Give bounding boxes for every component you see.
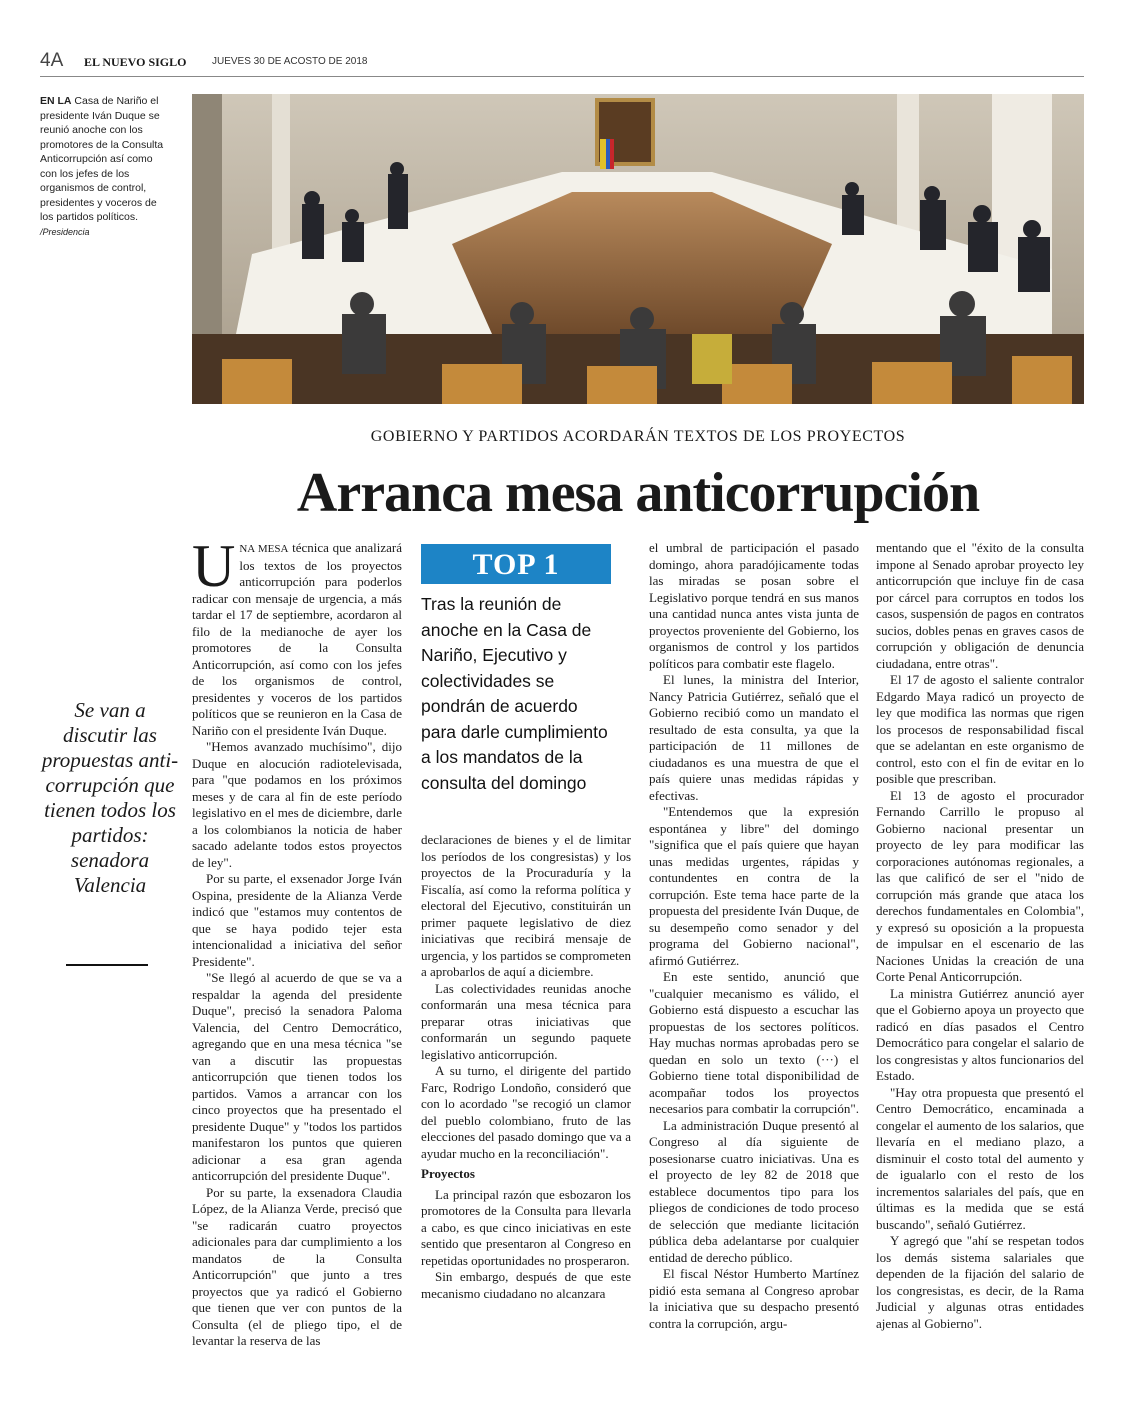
paragraph: "Se llegó al acuerdo de que se va a respaldar la agenda del presidente Duque", precisó la senadora Paloma Valencia, del Centro Democrático, agregando que en una mesa técnica "se van a discutir las propuestas anticorrupción que tienen todos los partidos. Vamos a arrancar con los cinco proyectos que ha presentado el presidente Duque" y "todos los partidos manifestaron los puntos que quieren adicionar a esa gran agenda anticorrupción del presidente Duque". bbox=[192, 970, 402, 1183]
paragraph: declaraciones de bienes y el de limitar los períodos de los congresistas) y los proyectos de la Procuraduría y la Fiscalía, así como la reforma política y electoral del Ejecutivo, constituirán un primer paquete legislativo de diez iniciativas que recibirá mensaje de urgencia, y los partidos se comprometen a aprobarlos de aquí a diciembre. bbox=[421, 832, 631, 979]
caption-lead: EN LA bbox=[40, 95, 72, 107]
paragraph: Sin embargo, después de que este mecanismo ciudadano no alcanzara bbox=[421, 1269, 631, 1301]
paragraph: A su turno, el dirigente del partido Farc, Rodrigo Londoño, consideró que con lo acordado "se recogió un clamor del pueblo colombiano, fruto de las elecciones del pasado domingo que va a ayudar mucho en la reconciliación". bbox=[421, 1063, 631, 1161]
paragraph: En este sentido, anunció que "cualquier mecanismo es válido, el Gobierno está dispuesto a escuchar las propuestas de los sectores políticos. Hay muchas normas aprobadas pero se quedan en solo un texto (···) el Gobierno tiene total disponibilidad de acompañar todos los proyectos necesarios para combatir la corrupción". bbox=[649, 969, 859, 1116]
paragraph: El 17 de agosto el saliente contralor Edgardo Maya radicó un proyecto de ley que modifica las normas que rigen los procesos de responsabilidad fiscal que se adelantan en este organismo de control, esto con el fin de evitar en lo posible que prescriban. bbox=[876, 672, 1084, 786]
article-column-2 bbox=[421, 832, 631, 1302]
paragraph: "Entendemos que la expresión espontánea y libre" del domingo "significa que el país quiere que hayan unas medidas urgentes, rápidas y contundentes en contra de la corrupción. Este tema hace parte de la propuesta del presidente Iván Duque, de su desempeño como senador y del programa del Gobierno nacional", afirmó Gutiérrez. bbox=[649, 804, 859, 968]
meeting-photo-illustration bbox=[192, 94, 1084, 404]
paragraph: Y agregó que "ahí se respetan todos los demás sistema salariales que dependen de la fijación del salario de los congresistas, es decir, de la Rama Judicial y algunas otras entidades ajenas al Gobierno". bbox=[876, 1233, 1084, 1331]
paragraph: UNA MESA técnica que analizará los textos de los proyectos anticorrupción para poderlos radicar con mensaje de urgencia, a más tardar el 17 de septiembre, acordaron al filo de la medianoche de ayer los promotores de la Consulta Anticorrupción, así como con los jefes de los organismos de control, presidentes y voceros de los partidos políticos que se reunieron en la Casa de Nariño con el presidente Iván Duque. bbox=[192, 533, 403, 738]
paragraph: El 13 de agosto el procurador Fernando Carrillo le propuso al Gobierno nacional presentar un proyecto de ley para modificar las corporaciones autónomas regionales, a las que calificó de ser el "nido de corrupción más grande que ataca los derechos fundamentales en Colombia", y expresó su oposición a la propuesta de impulsar en el escenario de las Naciones Unidas la creación de una Corte Penal Anticorrupción. bbox=[876, 787, 1084, 984]
photo-caption bbox=[40, 94, 172, 239]
paragraph: La administración Duque presentó al Congreso al día siguiente de posesionarse cuatro iniciativas. Una es el proyecto de ley 82 de 2018 que establece documentos tipo para los pliegos de condiciones de todo proceso de selección que mediante licitación pública deba adelantarse por cualquier entidad de derecho público. bbox=[649, 1117, 859, 1265]
paragraph: La ministra Gutiérrez anunció ayer que el Gobierno apoya un proyecto que radicó en días pasados el Centro Democrático para congelar el salario de los congresistas y altos funcionarios del Estado. bbox=[876, 985, 1084, 1083]
paragraph: "Hay otra propuesta que presentó el Centro Democrático, encaminada a congelar el aumento de los salarios, que llevaría en el mediano plazo, a disminuir el costo total del aumento y de igualarlo con el resto de los incrementos salariales del país, que en últimas es la medida que se está buscando", señaló Gutiérrez. bbox=[876, 1084, 1084, 1232]
pull-quote: Se van a discutir las propuestas anti-corrupción que tienen todos los partidos: senadora Valencia bbox=[41, 698, 179, 897]
paragraph: el umbral de participación el pasado domingo, ahora paradójicamente todas las miradas se posan sobre el Legislativo porque tendrá en sus manos una cantidad nunca antes vista junta de proyectos proveniente del Gobierno, los organismos de control y los partidos políticos para combatir este flagelo. bbox=[649, 540, 859, 671]
caption-credit: /Presidencia bbox=[40, 226, 90, 237]
paragraph: "Hemos avanzado muchísimo", dijo Duque en alocución radiotelevisada, para "que podamos en los próximos meses y de cara al fin de este período legislativo en el mes de diciembre, darle a los colombianos la noticia de haber sacado adelante todos estos proyectos de ley". bbox=[192, 739, 402, 870]
issue-date: JUEVES 30 DE ACOSTO DE 2018 bbox=[212, 56, 368, 67]
pull-quote-rule bbox=[66, 964, 148, 966]
section-subhead: Proyectos bbox=[421, 1166, 475, 1181]
paragraph: Por su parte, la exsenadora Claudia López, de la Alianza Verde, precisó que "se radicarán cuatro proyectos adicionales para dar cumplimiento a los mandatos de la Consulta Anticorrupción" que junto a tres proyectos que ya radicó el Gobierno que tienen que ver con puntos de la Consulta (el de pliego tipo, el de levantar la reserva de las bbox=[192, 1184, 402, 1348]
newspaper-name: EL NUEVO SIGLO bbox=[84, 55, 187, 69]
page-header bbox=[40, 50, 1084, 77]
paragraph: mentando que el "éxito de la consulta impone al Senado aprobar proyecto ley anticorrupción que incluye fin de casa por cárcel para corruptos en todos los casos, suspensión de pagos en contratos sucios, dobles penas en graves casos de corrupción y obligación de denuncia ciudadana, entre otras". bbox=[876, 540, 1084, 671]
drop-cap: U bbox=[192, 533, 236, 599]
article-column-3 bbox=[649, 540, 859, 1332]
top-1-badge: TOP 1 bbox=[421, 544, 611, 584]
paragraph: El fiscal Néstor Humberto Martínez pidió esta semana al Congreso aprobar la iniciativa que su despacho presentó contra la corrupción, argu- bbox=[649, 1266, 859, 1331]
paragraph: El lunes, la ministra del Interior, Nancy Patricia Gutiérrez, señaló que el Gobierno recibió como un mandato el resultado de esta consulta, ya que la participación de 11 millones de ciudadanos es una muestra de que el país quiere unas medidas rápidas y efectivas. bbox=[649, 672, 859, 803]
top-1-summary: Tras la reunión de anoche en la Casa de Nariño, Ejecutivo y colectividades se pondrán de acuerdo para darle cumplimiento a los mandatos de la consulta del domingo bbox=[421, 594, 608, 793]
caption-text: Casa de Nariño el presidente Iván Duque se reunió anoche con los promotores de la Consulta Anticorrupción así como con los jefes de los organismos de control, presidentes y voceros de los partidos políticos. bbox=[40, 95, 164, 223]
paragraph: Las colectividades reunidas anoche conformarán una mesa técnica para preparar otras iniciativas que conformarán un segundo paquete legislativo anticorrupción. bbox=[421, 980, 631, 1062]
paragraph: La principal razón que esbozaron los promotores de la Consulta para llevarla a cabo, es que cinco iniciativas en este sentido que presentaron al Congreso en repetidas oportunidades no prosperaron. bbox=[421, 1186, 631, 1268]
article-headline: Arranca mesa anticorrupción bbox=[296, 462, 980, 524]
article-kicker: GOBIERNO Y PARTIDOS ACORDARÁN TEXTOS DE LOS PROYECTOS bbox=[370, 428, 906, 445]
lead-caps: NA MESA bbox=[239, 543, 289, 555]
meeting-photo bbox=[192, 94, 1084, 404]
article-column-1 bbox=[192, 533, 403, 1350]
page-number: 4A bbox=[40, 50, 64, 71]
paragraph: Por su parte, el exsenador Jorge Iván Ospina, presidente de la Alianza Verde indicó que "estamos muy contentos de que se haya podido tejer esta intencionalidad a iniciativa del señor Presidente". bbox=[192, 871, 402, 969]
article-column-4 bbox=[876, 540, 1084, 1332]
